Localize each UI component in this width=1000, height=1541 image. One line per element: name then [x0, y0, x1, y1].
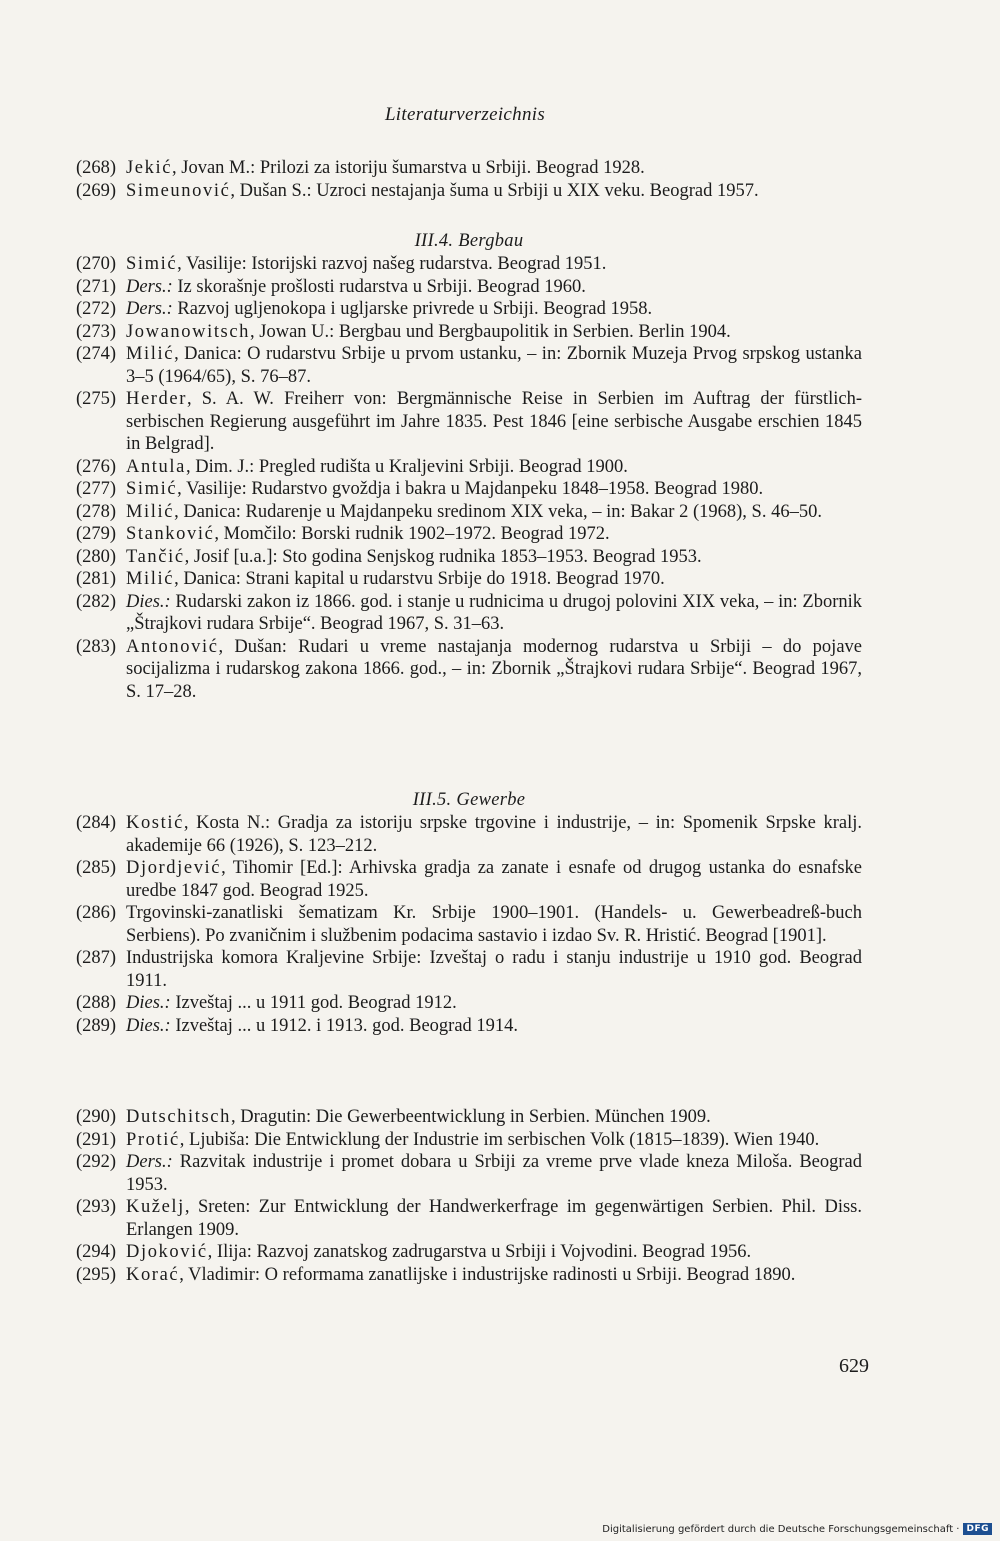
entry-text: , Sreten: Zur Entwicklung der Handwerkerfrage im gegenwärtigen Serbien. Phil. Diss. Erlangen 1909. [126, 1197, 862, 1240]
section-heading: III.4. Bergbau [414, 231, 524, 251]
entry-number: (270) [76, 254, 117, 274]
entries-block-bergbau [76, 229, 862, 703]
bibliography-entry [76, 157, 862, 180]
author-name: Djoković [126, 1242, 208, 1262]
entries-block-continued [76, 1106, 862, 1286]
author-name: Simeunović [126, 180, 231, 201]
bibliography-entry [76, 343, 862, 388]
bibliography-entry [76, 812, 862, 857]
bibliography-entry [76, 1015, 862, 1038]
entry-number: (280) [76, 546, 117, 567]
bibliography-entry [76, 1196, 862, 1241]
entry-text: , Danica: O rudarstvu Srbije u prvom ustanku, – in: Zbornik Muzeja Prvog srpskog ustanka 3–5 (1964/65), S. 76–87. [126, 344, 862, 387]
entry-text: , Dim. J.: Pregled rudišta u Kraljevini Srbiji. Beograd 1900. [185, 456, 628, 477]
entry-text: Trgovinski-zanatliski šematizam Kr. Srbije 1900–1901. (Handels- u. Gewerbeadreß-buch Serbiens). Po zvaničnim i službenim podacima sastavio i izdao Sv. R. Hristić. Beograd [1901]. [126, 903, 862, 946]
entry-text: , Momčilo: Borski rudnik 1902–1972. Beograd 1972. [214, 524, 610, 544]
bibliography-entry [76, 591, 862, 636]
bibliography-entry [76, 276, 862, 299]
entry-number: (287) [76, 948, 117, 968]
entry-text: , Jovan M.: Prilozi za istoriju šumarstva u Srbiji. Beograd 1928. [172, 158, 645, 178]
entries-block-intro [76, 157, 862, 202]
entry-text: , Vasilije: Istorijski razvoj našeg rudarstva. Beograd 1951. [177, 254, 607, 274]
entry-number: (274) [76, 344, 117, 364]
running-head: Literaturverzeichnis [384, 104, 546, 125]
entry-number: (289) [76, 1015, 117, 1036]
entry-text: Izveštaj ... u 1912. i 1913. god. Beograd 1914. [170, 1015, 519, 1036]
bibliography-entry [76, 523, 862, 546]
bibliography-entry [76, 1241, 862, 1264]
entry-text: , Dragutin: Die Gewerbeentwicklung in Serbien. München 1909. [230, 1107, 711, 1127]
entry-number: (282) [76, 591, 117, 612]
entry-text: Industrijska komora Kraljevine Srbije: Izveštaj o radu i stanju industrije u 1910 god. Beograd 1911. [126, 948, 862, 991]
entry-text: , Dušan S.: Uzroci nestajanja šuma u Srbiji u XIX veku. Beograd 1957. [230, 180, 759, 201]
entry-number: (295) [76, 1264, 117, 1285]
entry-number: (272) [76, 299, 117, 319]
entry-number: (281) [76, 569, 117, 589]
bibliography-entry [76, 947, 862, 992]
entry-number: (283) [76, 636, 117, 657]
author-name: Djordjević [126, 858, 222, 878]
bibliography-entry [76, 636, 862, 704]
bibliography-entry [76, 388, 862, 456]
entry-number: (271) [76, 276, 117, 297]
entry-text: , Tihomir [Ed.]: Arhivska gradja za zanate i esnafe od drugog ustanka do esnafske uredbe 1847 god. Beograd 1925. [126, 858, 862, 901]
bibliography-entry [76, 478, 862, 501]
bibliography-entry [76, 456, 862, 479]
entry-number: (277) [76, 479, 117, 499]
author-name: Korać [126, 1264, 180, 1285]
entry-number: (273) [76, 321, 117, 342]
entry-text: Iz skorašnje prošlosti rudarstva u Srbiji. Beograd 1960. [172, 276, 586, 297]
bibliography-entry [76, 321, 862, 344]
entry-text: , Ljubiša: Die Entwicklung der Industrie im serbischen Volk (1815–1839). Wien 1940. [179, 1129, 820, 1150]
author-name: Jekić [126, 158, 173, 178]
bibliography-entry [76, 1264, 862, 1287]
author-abbrev: Ders.: [126, 276, 173, 297]
entry-text: , Vladimir: O reformama zanatlijske i industrijske radinosti u Srbiji. Beograd 1890. [179, 1264, 796, 1285]
entry-number: (294) [76, 1242, 117, 1262]
digitization-footer [602, 1523, 992, 1535]
entry-text: , Ilija: Razvoj zanatskog zadrugarstva u Srbiji i Vojvodini. Beograd 1956. [207, 1242, 752, 1262]
author-name: Milić [126, 501, 175, 522]
bibliography-entry [76, 253, 862, 276]
bibliography-entry [76, 1106, 862, 1129]
entry-text: Izveštaj ... u 1911 god. Beograd 1912. [170, 993, 457, 1013]
entry-number: (275) [76, 389, 117, 409]
bibliography-entry [76, 568, 862, 591]
bibliography-entry [76, 180, 862, 203]
dfg-logo: DFG [963, 1523, 992, 1535]
entry-number: (284) [76, 813, 117, 833]
entry-text: , S. A. W. Freiherr von: Bergmännische Reise in Serbien im Auftrag der fürstlich-serbischen Regierung ausgeführt im Jahre 1835. Pest 1846 [eine serbische Ausgabe erschien 1845 in Belgrad]. [126, 389, 862, 454]
entries-block-gewerbe [76, 788, 862, 1037]
bibliography-entry [76, 1129, 862, 1152]
author-name: Antonović [126, 636, 219, 657]
entry-number: (293) [76, 1197, 117, 1217]
author-name: Dutschitsch [126, 1107, 231, 1127]
author-name: Herder [126, 389, 187, 409]
author-name: Tančić [126, 546, 185, 567]
entry-text: , Dušan: Rudari u vreme nastajanja modernog rudarstva u Srbiji – do pojave socijalizma i rudarskog zakona 1866. god., – in: Zbornik „Štrajkovi rudara Srbije“. Beograd 1967, S. 17–28. [126, 636, 862, 702]
author-name: Milić [126, 344, 175, 364]
author-name: Protić [126, 1129, 180, 1150]
footer-text: Digitalisierung gefördert durch die Deutsche Forschungsgemeinschaft · [602, 1523, 960, 1535]
entry-number: (278) [76, 501, 117, 522]
bibliography-entry [76, 902, 862, 947]
author-name: Simić [126, 479, 178, 499]
entry-number: (290) [76, 1107, 117, 1127]
bibliography-entry [76, 501, 862, 524]
author-name: Jowanowitsch [126, 321, 251, 342]
entry-text: Razvoj ugljenokopa i ugljarske privrede u Srbiji. Beograd 1958. [172, 299, 653, 319]
author-name: Kostić [126, 813, 184, 833]
section-heading: III.5. Gewerbe [412, 790, 526, 810]
entry-number: (291) [76, 1129, 117, 1150]
author-abbrev: Dies.: [126, 591, 171, 612]
bibliography-entry [76, 298, 862, 321]
author-name: Stanković [126, 524, 215, 544]
bibliography-entry [76, 1151, 862, 1196]
author-abbrev: Ders.: [126, 1152, 173, 1172]
author-abbrev: Ders.: [126, 299, 173, 319]
entry-text: , Vasilije: Rudarstvo gvoždja i bakra u Majdanpeku 1848–1958. Beograd 1980. [177, 479, 764, 499]
entry-text: , Danica: Rudarenje u Majdanpeku sredinom XIX veka, – in: Bakar 2 (1968), S. 46–50. [174, 501, 822, 522]
author-name: Simić [126, 254, 178, 274]
bibliography-entry [76, 546, 862, 569]
entry-number: (286) [76, 903, 117, 923]
entry-number: (276) [76, 456, 117, 477]
entry-number: (285) [76, 858, 117, 878]
entry-text: , Kosta N.: Gradja za istoriju srpske trgovine i industrije, – in: Spomenik Srpske kralj. akademije 66 (1926), S. 123–212. [126, 813, 862, 856]
entry-text: , Danica: Strani kapital u rudarstvu Srbije do 1918. Beograd 1970. [174, 569, 665, 589]
bibliography-entry [76, 992, 862, 1015]
bibliography-entry [76, 857, 862, 902]
entry-text: , Josif [u.a.]: Sto godina Senjskog rudnika 1853–1953. Beograd 1953. [184, 546, 702, 567]
author-abbrev: Dies.: [126, 993, 171, 1013]
entry-number: (279) [76, 524, 117, 544]
author-name: Milić [126, 569, 175, 589]
entry-number: (292) [76, 1152, 117, 1172]
author-abbrev: Dies.: [126, 1015, 171, 1036]
page-number: 629 [839, 1355, 869, 1377]
entry-text: , Jowan U.: Bergbau und Bergbaupolitik in Serbien. Berlin 1904. [250, 321, 731, 342]
entry-number: (268) [76, 158, 117, 178]
author-name: Kuželj [126, 1197, 185, 1217]
entry-text: Rudarski zakon iz 1866. god. i stanje u rudnicima u drugoj polovini XIX veka, – in: Zbornik „Štrajkovi rudara Srbije“. Beograd 1967, S. 31–63. [126, 591, 862, 634]
author-name: Antula [126, 456, 186, 477]
entry-number: (269) [76, 180, 117, 201]
entry-number: (288) [76, 993, 117, 1013]
entry-text: Razvitak industrije i promet dobara u Srbiji za vreme prve vlade kneza Miloša. Beograd 1953. [126, 1152, 862, 1195]
